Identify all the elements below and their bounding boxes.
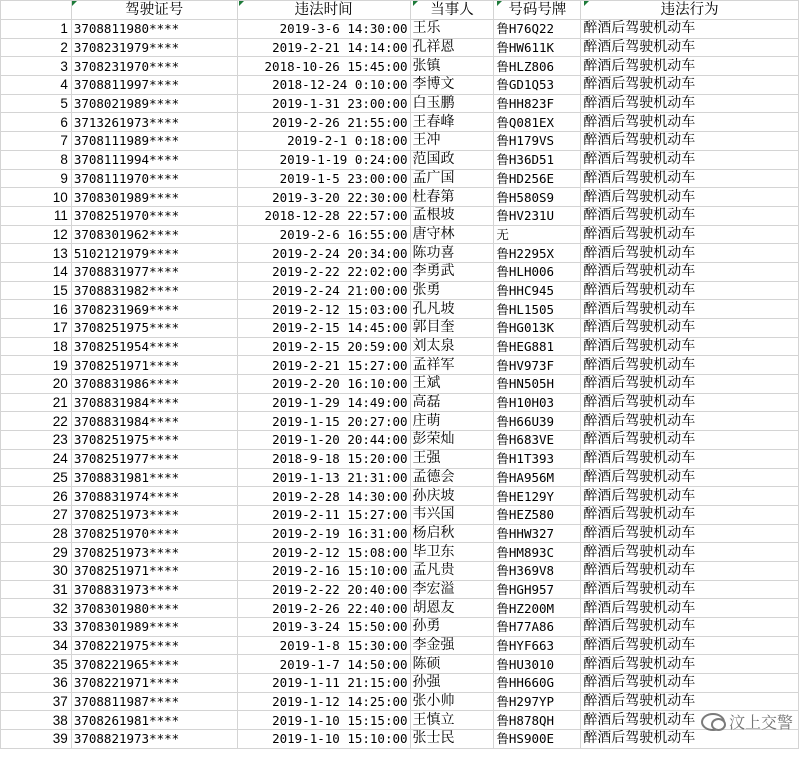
violation-time-cell[interactable]: 2019-2-6 16:55:00 (237, 225, 410, 244)
party-name-cell[interactable]: 孙庆坡 (410, 487, 494, 506)
license-number-cell[interactable]: 3708251954**** (71, 337, 237, 356)
violation-act-cell[interactable]: 醉酒后驾驶机动车 (581, 319, 799, 338)
table-row (1, 375, 799, 394)
violation-act-cell[interactable]: 醉酒后驾驶机动车 (581, 730, 799, 749)
violation-act-cell[interactable]: 醉酒后驾驶机动车 (581, 281, 799, 300)
violation-time-cell[interactable]: 2018-10-26 15:45:00 (237, 57, 410, 76)
party-name-cell[interactable]: 庄萌 (410, 412, 494, 431)
plate-number-cell[interactable]: 鲁HH660G (494, 674, 581, 693)
party-name-cell[interactable]: 孟德会 (410, 468, 494, 487)
party-name-cell[interactable]: 高磊 (410, 393, 494, 412)
violation-act-cell[interactable]: 醉酒后驾驶机动车 (581, 206, 799, 225)
header-violation-act[interactable]: 违法行为 (581, 1, 799, 20)
plate-number-cell[interactable]: 鲁H580S9 (494, 188, 581, 207)
party-name-cell[interactable]: 毕卫东 (410, 543, 494, 562)
license-number-cell[interactable]: 3713261973**** (71, 113, 237, 132)
plate-number-cell[interactable]: 鲁H878QH (494, 711, 581, 730)
table-row (1, 300, 799, 319)
party-name-cell[interactable]: 白玉鹏 (410, 94, 494, 113)
violation-act-cell[interactable]: 醉酒后驾驶机动车 (581, 20, 799, 39)
violation-time-cell[interactable]: 2019-1-7 14:50:00 (237, 655, 410, 674)
violation-act-cell[interactable]: 醉酒后驾驶机动车 (581, 636, 799, 655)
party-name-cell[interactable]: 张勇 (410, 281, 494, 300)
row-index[interactable]: 30 (1, 561, 72, 580)
table-row (1, 692, 799, 711)
violation-time-cell[interactable]: 2019-1-8 15:30:00 (237, 636, 410, 655)
table-row (1, 169, 799, 188)
violation-act-cell[interactable]: 醉酒后驾驶机动车 (581, 113, 799, 132)
table-row (1, 337, 799, 356)
party-name-cell[interactable]: 彭荣灿 (410, 431, 494, 450)
header-index[interactable] (1, 1, 72, 20)
license-number-cell[interactable]: 3708251971**** (71, 356, 237, 375)
row-index[interactable]: 27 (1, 505, 72, 524)
violation-act-cell[interactable]: 醉酒后驾驶机动车 (581, 356, 799, 375)
violation-time-cell[interactable]: 2019-1-12 14:25:00 (237, 692, 410, 711)
violation-act-cell[interactable]: 醉酒后驾驶机动车 (581, 711, 799, 730)
row-index[interactable]: 5 (1, 94, 72, 113)
table-row (1, 113, 799, 132)
party-name-cell[interactable]: 孔祥恩 (410, 38, 494, 57)
violation-act-cell[interactable]: 醉酒后驾驶机动车 (581, 38, 799, 57)
party-name-cell[interactable]: 王春峰 (410, 113, 494, 132)
license-number-cell[interactable]: 3708251970**** (71, 206, 237, 225)
row-index[interactable]: 32 (1, 599, 72, 618)
row-index[interactable]: 38 (1, 711, 72, 730)
plate-number-cell[interactable]: 鲁HHW327 (494, 524, 581, 543)
plate-number-cell[interactable]: 鲁HV973F (494, 356, 581, 375)
table-row (1, 76, 799, 95)
violation-time-cell[interactable]: 2019-2-1 0:18:00 (237, 132, 410, 151)
header-party[interactable]: 当事人 (410, 1, 494, 20)
table-row (1, 431, 799, 450)
violation-act-cell[interactable]: 醉酒后驾驶机动车 (581, 599, 799, 618)
plate-number-cell[interactable]: 无 (494, 225, 581, 244)
plate-number-cell[interactable]: 鲁HA956M (494, 468, 581, 487)
violation-time-cell[interactable]: 2019-2-28 14:30:00 (237, 487, 410, 506)
violation-time-cell[interactable]: 2018-12-28 22:57:00 (237, 206, 410, 225)
party-name-cell[interactable]: 孟根坡 (410, 206, 494, 225)
party-name-cell[interactable]: 张士民 (410, 730, 494, 749)
row-index[interactable]: 19 (1, 356, 72, 375)
cell-comment-marker (497, 1, 502, 6)
violation-time-cell[interactable]: 2019-2-19 16:31:00 (237, 524, 410, 543)
plate-number-cell[interactable]: 鲁HN505H (494, 375, 581, 394)
plate-number-cell[interactable]: 鲁H36D51 (494, 150, 581, 169)
violation-act-cell[interactable]: 醉酒后驾驶机动车 (581, 692, 799, 711)
table-row (1, 20, 799, 39)
violation-act-cell[interactable]: 醉酒后驾驶机动车 (581, 76, 799, 95)
license-number-cell[interactable]: 3708301962**** (71, 225, 237, 244)
violation-time-cell[interactable]: 2019-2-12 15:03:00 (237, 300, 410, 319)
cell-comment-marker (72, 1, 77, 6)
plate-number-cell[interactable]: 鲁HD256E (494, 169, 581, 188)
violation-time-cell[interactable]: 2019-2-20 16:10:00 (237, 375, 410, 394)
row-index[interactable]: 20 (1, 375, 72, 394)
violation-time-cell[interactable]: 2019-1-10 15:15:00 (237, 711, 410, 730)
violation-act-cell[interactable]: 醉酒后驾驶机动车 (581, 505, 799, 524)
license-number-cell[interactable]: 3708251973**** (71, 505, 237, 524)
row-index[interactable]: 11 (1, 206, 72, 225)
plate-number-cell[interactable]: 鲁HW611K (494, 38, 581, 57)
party-name-cell[interactable]: 张小帅 (410, 692, 494, 711)
violation-act-cell[interactable]: 醉酒后驾驶机动车 (581, 412, 799, 431)
plate-number-cell[interactable]: 鲁HH823F (494, 94, 581, 113)
plate-number-cell[interactable]: 鲁HEZ580 (494, 505, 581, 524)
license-number-cell[interactable]: 3708251975**** (71, 319, 237, 338)
row-index[interactable]: 23 (1, 431, 72, 450)
party-name-cell[interactable]: 李金强 (410, 636, 494, 655)
cell-comment-marker (239, 1, 244, 6)
plate-number-cell[interactable]: 鲁Q081EX (494, 113, 581, 132)
table-row (1, 730, 799, 749)
violation-act-cell[interactable]: 醉酒后驾驶机动车 (581, 674, 799, 693)
party-name-cell[interactable]: 范国政 (410, 150, 494, 169)
violation-act-cell[interactable]: 醉酒后驾驶机动车 (581, 393, 799, 412)
party-name-cell[interactable]: 孟广国 (410, 169, 494, 188)
violation-act-cell[interactable]: 醉酒后驾驶机动车 (581, 543, 799, 562)
party-name-cell[interactable]: 胡恩友 (410, 599, 494, 618)
table-row (1, 711, 799, 730)
plate-number-cell[interactable]: 鲁GD1Q53 (494, 76, 581, 95)
party-name-cell[interactable]: 孟凡贵 (410, 561, 494, 580)
row-index[interactable]: 21 (1, 393, 72, 412)
table-row (1, 319, 799, 338)
violation-act-cell[interactable]: 醉酒后驾驶机动车 (581, 225, 799, 244)
violation-time-cell[interactable]: 2019-2-12 15:08:00 (237, 543, 410, 562)
plate-number-cell[interactable]: 鲁H1T393 (494, 449, 581, 468)
violation-act-cell[interactable]: 醉酒后驾驶机动车 (581, 262, 799, 281)
license-number-cell[interactable]: 3708251971**** (71, 561, 237, 580)
row-index[interactable]: 16 (1, 300, 72, 319)
violation-time-cell[interactable]: 2019-1-10 15:10:00 (237, 730, 410, 749)
header-plate-number[interactable]: 号码号牌 (494, 1, 581, 20)
table-row (1, 618, 799, 637)
plate-number-cell[interactable]: 鲁HZ200M (494, 599, 581, 618)
license-number-cell[interactable]: 3708301989**** (71, 618, 237, 637)
plate-number-cell[interactable]: 鲁HLH006 (494, 262, 581, 281)
violation-act-cell[interactable]: 醉酒后驾驶机动车 (581, 618, 799, 637)
violation-act-cell[interactable]: 醉酒后驾驶机动车 (581, 655, 799, 674)
party-name-cell[interactable]: 韦兴国 (410, 505, 494, 524)
violation-act-cell[interactable]: 醉酒后驾驶机动车 (581, 375, 799, 394)
license-number-cell[interactable]: 3708821973**** (71, 730, 237, 749)
violation-time-cell[interactable]: 2019-1-11 21:15:00 (237, 674, 410, 693)
violation-act-cell[interactable]: 醉酒后驾驶机动车 (581, 132, 799, 151)
violation-act-cell[interactable]: 醉酒后驾驶机动车 (581, 580, 799, 599)
license-number-cell[interactable]: 3708831986**** (71, 375, 237, 394)
plate-number-cell[interactable]: 鲁HLZ806 (494, 57, 581, 76)
violation-time-cell[interactable]: 2019-2-26 21:55:00 (237, 113, 410, 132)
plate-number-cell[interactable]: 鲁H683VE (494, 431, 581, 450)
table-row (1, 543, 799, 562)
header-license-number[interactable]: 驾驶证号 (71, 1, 237, 20)
party-name-cell[interactable]: 王冲 (410, 132, 494, 151)
license-number-cell[interactable]: 3708231979**** (71, 38, 237, 57)
row-index[interactable]: 36 (1, 674, 72, 693)
violation-time-cell[interactable]: 2019-2-22 22:02:00 (237, 262, 410, 281)
violation-time-cell[interactable]: 2019-2-22 20:40:00 (237, 580, 410, 599)
violation-time-cell[interactable]: 2019-1-5 23:00:00 (237, 169, 410, 188)
violation-time-cell[interactable]: 2019-2-24 21:00:00 (237, 281, 410, 300)
watermark-text: 汶上交警 (728, 713, 793, 732)
table-row (1, 356, 799, 375)
license-number-cell[interactable]: 3708831974**** (71, 487, 237, 506)
row-index[interactable]: 24 (1, 449, 72, 468)
row-index[interactable]: 22 (1, 412, 72, 431)
license-number-cell[interactable]: 3708261981**** (71, 711, 237, 730)
license-number-cell[interactable]: 3708831977**** (71, 262, 237, 281)
violation-time-cell[interactable]: 2019-2-15 20:59:00 (237, 337, 410, 356)
table-row (1, 674, 799, 693)
license-number-cell[interactable]: 3708111989**** (71, 132, 237, 151)
row-index[interactable]: 34 (1, 636, 72, 655)
plate-number-cell[interactable]: 鲁H77A86 (494, 618, 581, 637)
row-index[interactable]: 29 (1, 543, 72, 562)
plate-number-cell[interactable]: 鲁HU3010 (494, 655, 581, 674)
license-number-cell[interactable]: 3708831984**** (71, 393, 237, 412)
plate-number-cell[interactable]: 鲁HG013K (494, 319, 581, 338)
table-row (1, 57, 799, 76)
table-row (1, 487, 799, 506)
violation-time-cell[interactable]: 2019-2-11 15:27:00 (237, 505, 410, 524)
violation-time-cell[interactable]: 2019-3-6 14:30:00 (237, 20, 410, 39)
row-index[interactable]: 25 (1, 468, 72, 487)
violation-act-cell[interactable]: 醉酒后驾驶机动车 (581, 337, 799, 356)
violation-act-cell[interactable]: 醉酒后驾驶机动车 (581, 468, 799, 487)
violation-time-cell[interactable]: 2019-1-15 20:27:00 (237, 412, 410, 431)
table-row (1, 262, 799, 281)
license-number-cell[interactable]: 3708111994**** (71, 150, 237, 169)
row-index[interactable]: 6 (1, 113, 72, 132)
party-name-cell[interactable]: 孟祥军 (410, 356, 494, 375)
party-name-cell[interactable]: 孔凡坡 (410, 300, 494, 319)
license-number-cell[interactable]: 3708811997**** (71, 76, 237, 95)
license-number-cell[interactable]: 3708301989**** (71, 188, 237, 207)
row-index[interactable]: 2 (1, 38, 72, 57)
table-row (1, 636, 799, 655)
license-number-cell[interactable]: 3708301980**** (71, 599, 237, 618)
license-number-cell[interactable]: 3708251977**** (71, 449, 237, 468)
party-name-cell[interactable]: 郭目奎 (410, 319, 494, 338)
violation-act-cell[interactable]: 醉酒后驾驶机动车 (581, 188, 799, 207)
party-name-cell[interactable]: 王乐 (410, 20, 494, 39)
table-row (1, 94, 799, 113)
row-index[interactable]: 10 (1, 188, 72, 207)
violation-time-cell[interactable]: 2019-1-29 14:49:00 (237, 393, 410, 412)
table-row (1, 449, 799, 468)
row-index[interactable]: 17 (1, 319, 72, 338)
plate-number-cell[interactable]: 鲁HM893C (494, 543, 581, 562)
license-number-cell[interactable]: 3708251973**** (71, 543, 237, 562)
violation-act-cell[interactable]: 醉酒后驾驶机动车 (581, 94, 799, 113)
table-row (1, 468, 799, 487)
row-index[interactable]: 28 (1, 524, 72, 543)
party-name-cell[interactable]: 孙强 (410, 674, 494, 693)
violation-act-cell[interactable]: 醉酒后驾驶机动车 (581, 150, 799, 169)
table-row (1, 599, 799, 618)
row-index[interactable]: 8 (1, 150, 72, 169)
license-number-cell[interactable]: 3708831984**** (71, 412, 237, 431)
row-index[interactable]: 9 (1, 169, 72, 188)
plate-number-cell[interactable]: 鲁HGH957 (494, 580, 581, 599)
header-violation-time[interactable]: 违法时间 (237, 1, 410, 20)
license-number-cell[interactable]: 3708811987**** (71, 692, 237, 711)
license-number-cell[interactable]: 3708221971**** (71, 674, 237, 693)
violation-time-cell[interactable]: 2019-3-20 22:30:00 (237, 188, 410, 207)
violation-time-cell[interactable]: 2019-2-15 14:45:00 (237, 319, 410, 338)
license-number-cell[interactable]: 3708021989**** (71, 94, 237, 113)
table-row (1, 281, 799, 300)
violation-time-cell[interactable]: 2019-1-31 23:00:00 (237, 94, 410, 113)
row-index[interactable]: 1 (1, 20, 72, 39)
violation-act-cell[interactable]: 醉酒后驾驶机动车 (581, 487, 799, 506)
row-index[interactable]: 7 (1, 132, 72, 151)
party-name-cell[interactable]: 陈硕 (410, 655, 494, 674)
violation-time-cell[interactable]: 2019-1-19 0:24:00 (237, 150, 410, 169)
header-row (1, 1, 799, 20)
row-index[interactable]: 33 (1, 618, 72, 637)
row-index[interactable]: 18 (1, 337, 72, 356)
party-name-cell[interactable]: 李勇武 (410, 262, 494, 281)
party-name-cell[interactable]: 杨启秋 (410, 524, 494, 543)
violation-act-cell[interactable]: 醉酒后驾驶机动车 (581, 431, 799, 450)
plate-number-cell[interactable]: 鲁H2295X (494, 244, 581, 263)
row-index[interactable]: 35 (1, 655, 72, 674)
plate-number-cell[interactable]: 鲁H76Q22 (494, 20, 581, 39)
plate-number-cell[interactable]: 鲁HV231U (494, 206, 581, 225)
license-number-cell[interactable]: 3708221965**** (71, 655, 237, 674)
table-row (1, 244, 799, 263)
plate-number-cell[interactable]: 鲁H66U39 (494, 412, 581, 431)
plate-number-cell[interactable]: 鲁HEG881 (494, 337, 581, 356)
table-row (1, 393, 799, 412)
license-number-cell[interactable]: 3708831981**** (71, 468, 237, 487)
party-name-cell[interactable]: 王慎立 (410, 711, 494, 730)
violation-act-cell[interactable]: 醉酒后驾驶机动车 (581, 300, 799, 319)
row-index[interactable]: 3 (1, 57, 72, 76)
table-row (1, 150, 799, 169)
party-name-cell[interactable]: 陈功喜 (410, 244, 494, 263)
party-name-cell[interactable]: 杜春第 (410, 188, 494, 207)
row-index[interactable]: 37 (1, 692, 72, 711)
license-number-cell[interactable]: 3708811980**** (71, 20, 237, 39)
table-row (1, 505, 799, 524)
row-index[interactable]: 14 (1, 262, 72, 281)
cell-comment-marker (413, 1, 418, 6)
plate-number-cell[interactable]: 鲁HS900E (494, 730, 581, 749)
violation-time-cell[interactable]: 2019-1-13 21:31:00 (237, 468, 410, 487)
table-row (1, 132, 799, 151)
row-index[interactable]: 26 (1, 487, 72, 506)
violation-time-cell[interactable]: 2019-1-20 20:44:00 (237, 431, 410, 450)
violation-time-cell[interactable]: 2019-2-21 15:27:00 (237, 356, 410, 375)
license-number-cell[interactable]: 3708251975**** (71, 431, 237, 450)
plate-number-cell[interactable]: 鲁HYF663 (494, 636, 581, 655)
license-number-cell[interactable]: 3708251970**** (71, 524, 237, 543)
license-number-cell[interactable]: 3708111970**** (71, 169, 237, 188)
license-number-cell[interactable]: 5102121979**** (71, 244, 237, 263)
table-row (1, 225, 799, 244)
plate-number-cell[interactable]: 鲁HE129Y (494, 487, 581, 506)
violation-time-cell[interactable]: 2019-2-26 22:40:00 (237, 599, 410, 618)
license-number-cell[interactable]: 3708831982**** (71, 281, 237, 300)
row-index[interactable]: 15 (1, 281, 72, 300)
party-name-cell[interactable]: 李博文 (410, 76, 494, 95)
table-row (1, 188, 799, 207)
license-number-cell[interactable]: 3708831973**** (71, 580, 237, 599)
row-index[interactable]: 39 (1, 730, 72, 749)
party-name-cell[interactable]: 刘太泉 (410, 337, 494, 356)
party-name-cell[interactable]: 李宏溢 (410, 580, 494, 599)
party-name-cell[interactable]: 王强 (410, 449, 494, 468)
cell-comment-marker (584, 1, 589, 6)
table-row (1, 412, 799, 431)
violation-act-cell[interactable]: 醉酒后驾驶机动车 (581, 169, 799, 188)
table-row (1, 206, 799, 225)
license-number-cell[interactable]: 3708231970**** (71, 57, 237, 76)
violation-act-cell[interactable]: 醉酒后驾驶机动车 (581, 449, 799, 468)
row-index[interactable]: 12 (1, 225, 72, 244)
plate-number-cell[interactable]: 鲁HL1505 (494, 300, 581, 319)
violation-act-cell[interactable]: 醉酒后驾驶机动车 (581, 244, 799, 263)
row-index[interactable]: 31 (1, 580, 72, 599)
plate-number-cell[interactable]: 鲁H297YP (494, 692, 581, 711)
plate-number-cell[interactable]: 鲁H10H03 (494, 393, 581, 412)
violation-time-cell[interactable]: 2018-12-24 0:10:00 (237, 76, 410, 95)
table-row (1, 38, 799, 57)
table-row (1, 580, 799, 599)
violation-time-cell[interactable]: 2019-3-24 15:50:00 (237, 618, 410, 637)
violation-time-cell[interactable]: 2019-2-21 14:14:00 (237, 38, 410, 57)
plate-number-cell[interactable]: 鲁H369V8 (494, 561, 581, 580)
plate-number-cell[interactable]: 鲁H179VS (494, 132, 581, 151)
violation-time-cell[interactable]: 2019-2-16 15:10:00 (237, 561, 410, 580)
party-name-cell[interactable]: 孙勇 (410, 618, 494, 637)
row-index[interactable]: 4 (1, 76, 72, 95)
table-row (1, 655, 799, 674)
party-name-cell[interactable]: 张镇 (410, 57, 494, 76)
party-name-cell[interactable]: 唐守林 (410, 225, 494, 244)
plate-number-cell[interactable]: 鲁HHC945 (494, 281, 581, 300)
table-row (1, 524, 799, 543)
violation-time-cell[interactable]: 2018-9-18 15:20:00 (237, 449, 410, 468)
violation-act-cell[interactable]: 醉酒后驾驶机动车 (581, 57, 799, 76)
license-number-cell[interactable]: 3708231969**** (71, 300, 237, 319)
party-name-cell[interactable]: 王斌 (410, 375, 494, 394)
row-index[interactable]: 13 (1, 244, 72, 263)
license-number-cell[interactable]: 3708221975**** (71, 636, 237, 655)
table-row (1, 561, 799, 580)
violation-act-cell[interactable]: 醉酒后驾驶机动车 (581, 524, 799, 543)
violation-act-cell[interactable]: 醉酒后驾驶机动车 (581, 561, 799, 580)
violation-time-cell[interactable]: 2019-2-24 20:34:00 (237, 244, 410, 263)
